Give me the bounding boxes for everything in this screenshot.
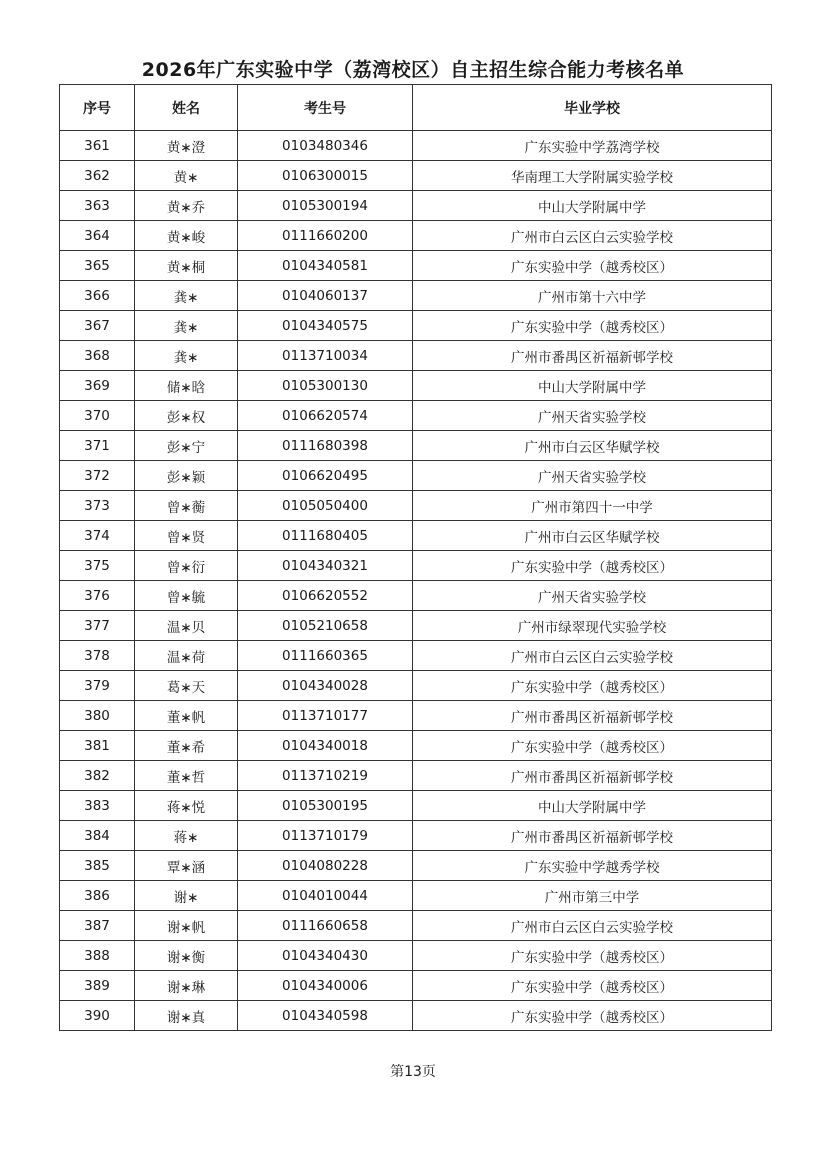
cell-school: 广州市绿翠现代实验学校 — [413, 611, 772, 641]
cell-exam-number: 0104340006 — [238, 971, 413, 1001]
cell-index: 367 — [60, 311, 135, 341]
cell-school: 广东实验中学（越秀校区） — [413, 251, 772, 281]
table-row — [60, 251, 772, 281]
cell-school: 广州市白云区华赋学校 — [413, 521, 772, 551]
cell-name: 董∗哲 — [135, 761, 238, 791]
cell-name: 曾∗毓 — [135, 581, 238, 611]
cell-name: 董∗帆 — [135, 701, 238, 731]
cell-exam-number: 0111680398 — [238, 431, 413, 461]
table-row — [60, 1001, 772, 1031]
cell-name: 黄∗ — [135, 161, 238, 191]
table-row — [60, 911, 772, 941]
cell-exam-number: 0106620574 — [238, 401, 413, 431]
cell-name: 龚∗ — [135, 281, 238, 311]
candidate-table — [59, 84, 772, 1031]
cell-name: 曾∗衍 — [135, 551, 238, 581]
cell-index: 385 — [60, 851, 135, 881]
table-row — [60, 821, 772, 851]
cell-index: 383 — [60, 791, 135, 821]
cell-name: 谢∗帆 — [135, 911, 238, 941]
cell-name: 彭∗权 — [135, 401, 238, 431]
cell-index: 366 — [60, 281, 135, 311]
cell-exam-number: 0106300015 — [238, 161, 413, 191]
cell-index: 381 — [60, 731, 135, 761]
cell-index: 371 — [60, 431, 135, 461]
table-row — [60, 671, 772, 701]
cell-exam-number: 0111660365 — [238, 641, 413, 671]
cell-exam-number: 0104060137 — [238, 281, 413, 311]
cell-school: 广东实验中学（越秀校区） — [413, 971, 772, 1001]
cell-school: 广州市白云区白云实验学校 — [413, 641, 772, 671]
cell-exam-number: 0113710034 — [238, 341, 413, 371]
cell-exam-number: 0105300194 — [238, 191, 413, 221]
table-row — [60, 971, 772, 1001]
cell-name: 曾∗蘅 — [135, 491, 238, 521]
cell-exam-number: 0104340028 — [238, 671, 413, 701]
cell-school: 华南理工大学附属实验学校 — [413, 161, 772, 191]
cell-school: 广州市第三中学 — [413, 881, 772, 911]
table-row — [60, 731, 772, 761]
cell-index: 370 — [60, 401, 135, 431]
cell-school: 广州市白云区白云实验学校 — [413, 911, 772, 941]
cell-name: 谢∗琳 — [135, 971, 238, 1001]
table-row — [60, 851, 772, 881]
cell-name: 温∗荷 — [135, 641, 238, 671]
cell-exam-number: 0113710219 — [238, 761, 413, 791]
table-row — [60, 311, 772, 341]
cell-school: 广州市番禺区祈福新邨学校 — [413, 761, 772, 791]
cell-exam-number: 0113710177 — [238, 701, 413, 731]
cell-exam-number: 0104010044 — [238, 881, 413, 911]
cell-index: 364 — [60, 221, 135, 251]
table-row — [60, 881, 772, 911]
cell-index: 384 — [60, 821, 135, 851]
cell-index: 361 — [60, 131, 135, 161]
table-row — [60, 161, 772, 191]
cell-name: 曾∗贤 — [135, 521, 238, 551]
cell-school: 广州市第四十一中学 — [413, 491, 772, 521]
column-header-exam-number: 考生号 — [238, 85, 413, 131]
cell-name: 蒋∗悦 — [135, 791, 238, 821]
cell-name: 龚∗ — [135, 341, 238, 371]
cell-index: 369 — [60, 371, 135, 401]
cell-index: 374 — [60, 521, 135, 551]
cell-school: 广东实验中学（越秀校区） — [413, 731, 772, 761]
cell-exam-number: 0111660658 — [238, 911, 413, 941]
table-row — [60, 371, 772, 401]
cell-school: 广州市番禺区祈福新邨学校 — [413, 821, 772, 851]
cell-index: 390 — [60, 1001, 135, 1031]
table-row — [60, 701, 772, 731]
cell-school: 广州市番禺区祈福新邨学校 — [413, 701, 772, 731]
table-row — [60, 401, 772, 431]
cell-exam-number: 0104340018 — [238, 731, 413, 761]
table-row — [60, 221, 772, 251]
cell-school: 中山大学附属中学 — [413, 791, 772, 821]
cell-name: 董∗希 — [135, 731, 238, 761]
table-row — [60, 431, 772, 461]
cell-index: 389 — [60, 971, 135, 1001]
cell-name: 谢∗ — [135, 881, 238, 911]
cell-name: 黄∗峻 — [135, 221, 238, 251]
table-row — [60, 581, 772, 611]
table-row — [60, 611, 772, 641]
cell-exam-number: 0111680405 — [238, 521, 413, 551]
cell-exam-number: 0113710179 — [238, 821, 413, 851]
column-header-school: 毕业学校 — [413, 85, 772, 131]
table-row — [60, 131, 772, 161]
cell-name: 温∗贝 — [135, 611, 238, 641]
cell-index: 377 — [60, 611, 135, 641]
table-row — [60, 341, 772, 371]
cell-school: 广东实验中学（越秀校区） — [413, 1001, 772, 1031]
cell-school: 广州市白云区华赋学校 — [413, 431, 772, 461]
cell-name: 蒋∗ — [135, 821, 238, 851]
cell-index: 373 — [60, 491, 135, 521]
cell-school: 广州天省实验学校 — [413, 401, 772, 431]
cell-exam-number: 0104340581 — [238, 251, 413, 281]
cell-name: 储∗晗 — [135, 371, 238, 401]
cell-index: 376 — [60, 581, 135, 611]
cell-school: 广东实验中学（越秀校区） — [413, 941, 772, 971]
cell-exam-number: 0105210658 — [238, 611, 413, 641]
column-header-index: 序号 — [60, 85, 135, 131]
cell-name: 黄∗乔 — [135, 191, 238, 221]
table-row — [60, 281, 772, 311]
cell-name: 谢∗衡 — [135, 941, 238, 971]
cell-index: 362 — [60, 161, 135, 191]
cell-name: 黄∗澄 — [135, 131, 238, 161]
table-row — [60, 551, 772, 581]
cell-school: 中山大学附属中学 — [413, 371, 772, 401]
cell-name: 葛∗天 — [135, 671, 238, 701]
cell-exam-number: 0105300130 — [238, 371, 413, 401]
cell-name: 彭∗宁 — [135, 431, 238, 461]
cell-exam-number: 0104080228 — [238, 851, 413, 881]
cell-index: 386 — [60, 881, 135, 911]
table-row — [60, 791, 772, 821]
cell-name: 谢∗真 — [135, 1001, 238, 1031]
table-row — [60, 761, 772, 791]
table-row — [60, 941, 772, 971]
cell-school: 广州天省实验学校 — [413, 461, 772, 491]
cell-exam-number: 0104340598 — [238, 1001, 413, 1031]
cell-school: 广东实验中学（越秀校区） — [413, 551, 772, 581]
cell-exam-number: 0111660200 — [238, 221, 413, 251]
table-header-row — [60, 85, 772, 131]
cell-index: 382 — [60, 761, 135, 791]
cell-exam-number: 0105300195 — [238, 791, 413, 821]
table-row — [60, 641, 772, 671]
cell-exam-number: 0104340575 — [238, 311, 413, 341]
cell-index: 380 — [60, 701, 135, 731]
cell-index: 379 — [60, 671, 135, 701]
cell-school: 广州市番禺区祈福新邨学校 — [413, 341, 772, 371]
cell-exam-number: 0104340430 — [238, 941, 413, 971]
cell-name: 彭∗颖 — [135, 461, 238, 491]
cell-school: 广州市白云区白云实验学校 — [413, 221, 772, 251]
cell-index: 388 — [60, 941, 135, 971]
cell-index: 363 — [60, 191, 135, 221]
cell-exam-number: 0106620552 — [238, 581, 413, 611]
column-header-name: 姓名 — [135, 85, 238, 131]
cell-exam-number: 0106620495 — [238, 461, 413, 491]
cell-school: 广东实验中学荔湾学校 — [413, 131, 772, 161]
table-row — [60, 521, 772, 551]
cell-name: 龚∗ — [135, 311, 238, 341]
page-number: 第13页 — [390, 1064, 436, 1080]
cell-index: 368 — [60, 341, 135, 371]
cell-name: 覃∗涵 — [135, 851, 238, 881]
cell-exam-number: 0104340321 — [238, 551, 413, 581]
cell-school: 广东实验中学（越秀校区） — [413, 671, 772, 701]
cell-index: 375 — [60, 551, 135, 581]
cell-index: 387 — [60, 911, 135, 941]
cell-index: 365 — [60, 251, 135, 281]
cell-exam-number: 0103480346 — [238, 131, 413, 161]
cell-school: 广州天省实验学校 — [413, 581, 772, 611]
table-row — [60, 461, 772, 491]
page-title: 2026年广东实验中学（荔湾校区）自主招生综合能力考核名单 — [141, 59, 685, 81]
cell-name: 黄∗桐 — [135, 251, 238, 281]
cell-school: 广东实验中学越秀学校 — [413, 851, 772, 881]
cell-index: 372 — [60, 461, 135, 491]
cell-school: 中山大学附属中学 — [413, 191, 772, 221]
cell-index: 378 — [60, 641, 135, 671]
cell-exam-number: 0105050400 — [238, 491, 413, 521]
cell-school: 广州市第十六中学 — [413, 281, 772, 311]
table-row — [60, 191, 772, 221]
table-row — [60, 491, 772, 521]
cell-school: 广东实验中学（越秀校区） — [413, 311, 772, 341]
